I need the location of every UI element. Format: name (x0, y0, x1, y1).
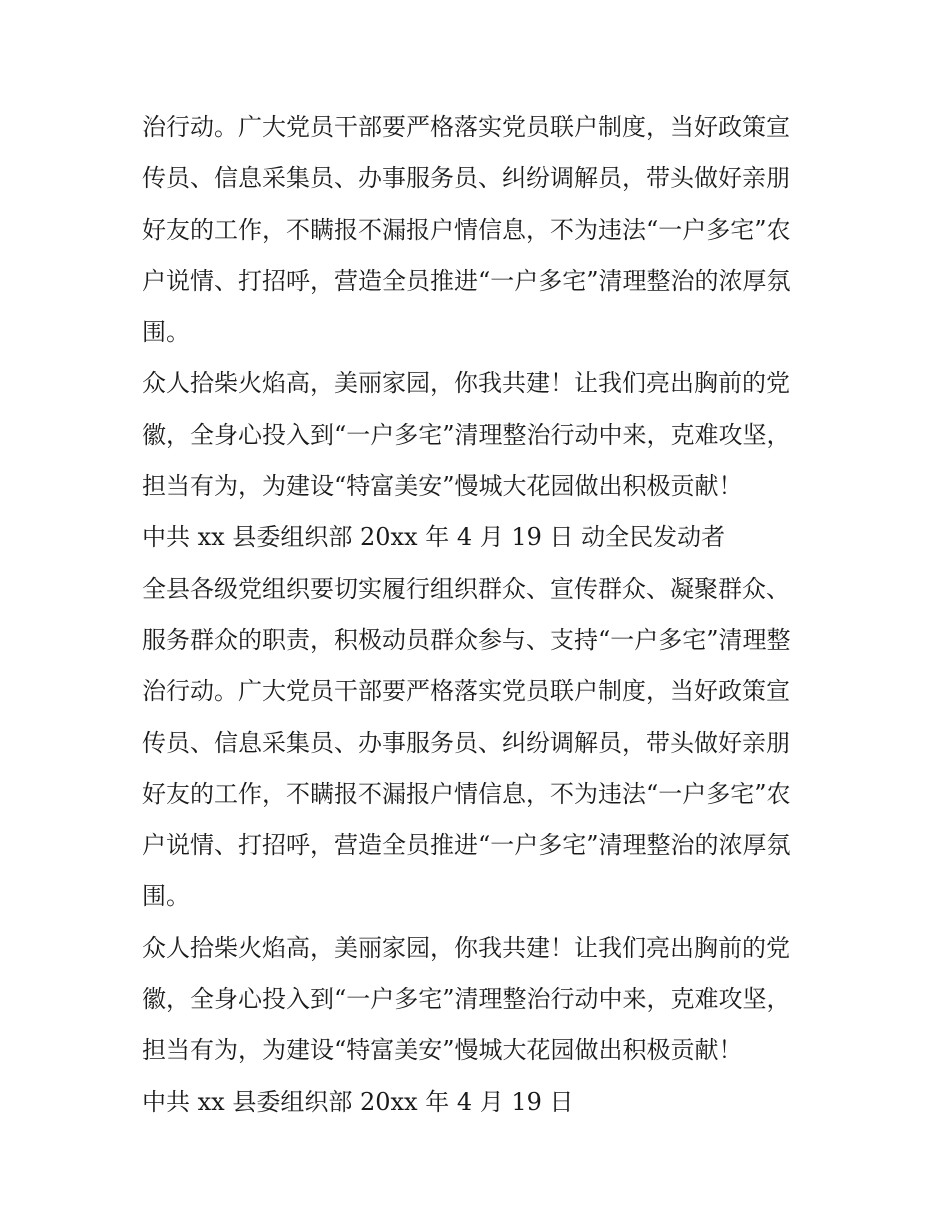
signature-line: 中共 xx 县委组织部 20xx 年 4 月 19 日 (142, 1087, 574, 1116)
text-line: 围。 (142, 882, 190, 911)
text-line: 好友的工作，不瞒报不漏报户情信息，不为违法“一户多宅”农 (142, 215, 791, 244)
text-line: 治行动。广大党员干部要严格落实党员联户制度，当好政策宣 (142, 113, 790, 141)
text-line: 户说情、打招呼，营造全员推进“一户多宅”清理整治的浓厚氛 (142, 831, 791, 860)
text-line: 担当有为，为建设“特富美安”慢城大花园做出积极贡献！ (142, 1036, 743, 1065)
signature-line: 中共 xx 县委组织部 20xx 年 4 月 19 日 动全民发动者 (142, 523, 726, 552)
text-line: 围。 (142, 318, 190, 347)
text-line: 徽，全身心投入到“一户多宅”清理整治行动中来，克难攻坚， (142, 420, 791, 449)
text-line: 众人拾柴火焰高，美丽家园，你我共建！让我们亮出胸前的党 (142, 369, 790, 398)
text-line: 传员、信息采集员、办事服务员、纠纷调解员，带头做好亲朋 (142, 164, 790, 193)
text-line: 服务群众的职责，积极动员群众参与、支持“一户多宅”清理整 (142, 625, 791, 654)
text-line: 众人拾柴火焰高，美丽家园，你我共建！让我们亮出胸前的党 (142, 933, 790, 962)
text-line: 好友的工作，不瞒报不漏报户情信息，不为违法“一户多宅”农 (142, 779, 791, 808)
text-line: 全县各级党组织要切实履行组织群众、宣传群众、凝聚群众、 (142, 574, 790, 603)
text-line: 传员、信息采集员、办事服务员、纠纷调解员，带头做好亲朋 (142, 728, 790, 757)
text-line: 治行动。广大党员干部要严格落实党员联户制度，当好政策宣 (142, 677, 790, 706)
text-line: 户说情、打招呼，营造全员推进“一户多宅”清理整治的浓厚氛 (142, 266, 791, 295)
text-line: 担当有为，为建设“特富美安”慢城大花园做出积极贡献！ (142, 472, 743, 501)
document-body (142, 102, 822, 1128)
text-line: 徽，全身心投入到“一户多宅”清理整治行动中来，克难攻坚， (142, 985, 791, 1014)
